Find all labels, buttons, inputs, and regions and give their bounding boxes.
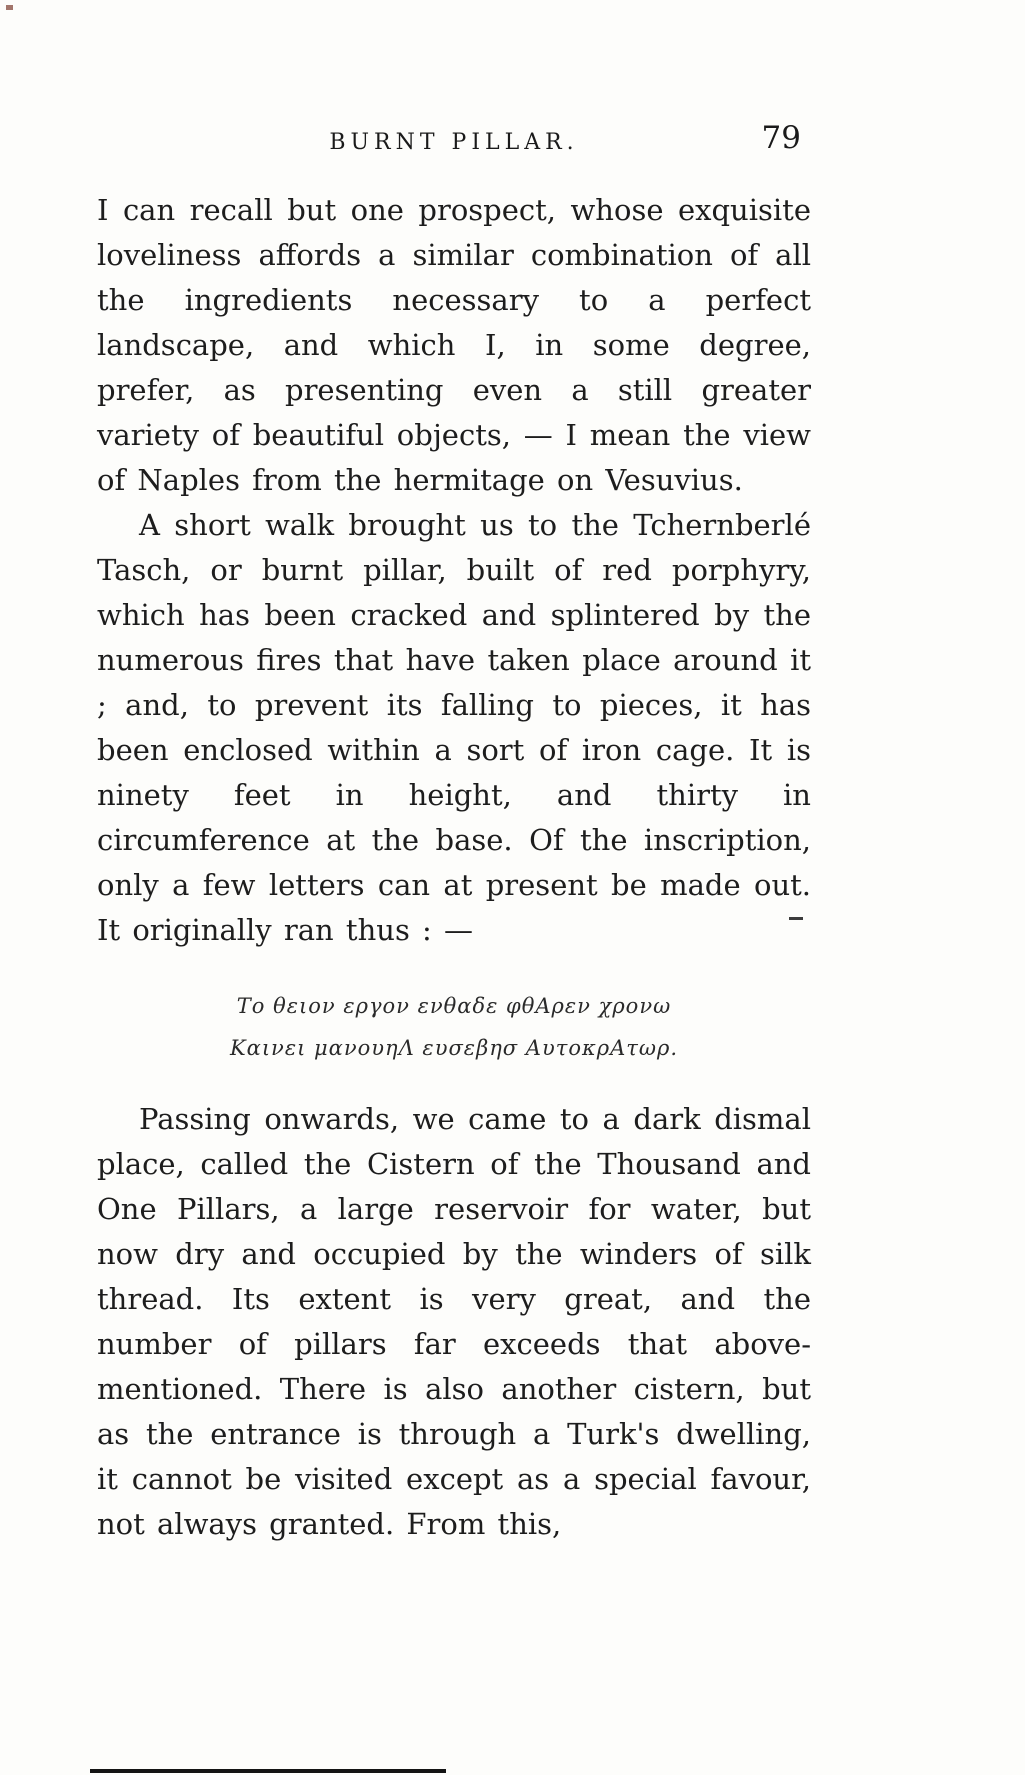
paragraph-naples-prospect: I can recall but one prospect, whose exquisite loveliness affords a similar combination of all the ingredients necessary to a perfect landscape, and which I, in some degree, prefer, as presenting even a still greater variety of beautiful objects, — I mean the view of Naples from the hermitage on Vesuvius. (97, 193, 811, 497)
text-block (97, 120, 811, 1547)
greek-line-1: Το θειον εργον ενθαδε φθΑρεν χρονω (236, 994, 672, 1018)
scan-line-artifact (90, 1769, 446, 1773)
page-header (97, 120, 811, 162)
greek-inscription (97, 985, 811, 1069)
greek-line-2: Καινει μανουηΛ ευσεβησ ΑυτοκρΑτωρ. (229, 1036, 679, 1060)
margin-dash-artifact (789, 917, 803, 920)
paragraph-cistern: Passing onwards, we came to a dark dismal place, called the Cistern of the Thousand and One Pillars, a large reservoir for water, but now dry and occupied by the winders of silk thread. Its extent is very great, and the number of pillars far exceeds that above-mentioned. There is also another cistern, but as the entrance is through a Turk's dwelling, it cannot be visited except as a special favour, not always granted. From this, (97, 1102, 811, 1541)
paragraph-burnt-pillar: A short walk brought us to the Tchernberlé Tasch, or burnt pillar, built of red porphyry, which has been cracked and splintered by the numerous fires that have taken place around it ; and, to prevent its falling to pieces, it has been enclosed within a sort of iron cage. It is ninety feet in height, and thirty in circumference at the base. Of the inscription, only a few letters can at present be made out. It originally ran thus : — (97, 508, 811, 947)
scan-speck-artifact (6, 5, 13, 10)
running-title: BURNT PILLAR. (329, 130, 579, 155)
page-number: 79 (761, 120, 801, 156)
